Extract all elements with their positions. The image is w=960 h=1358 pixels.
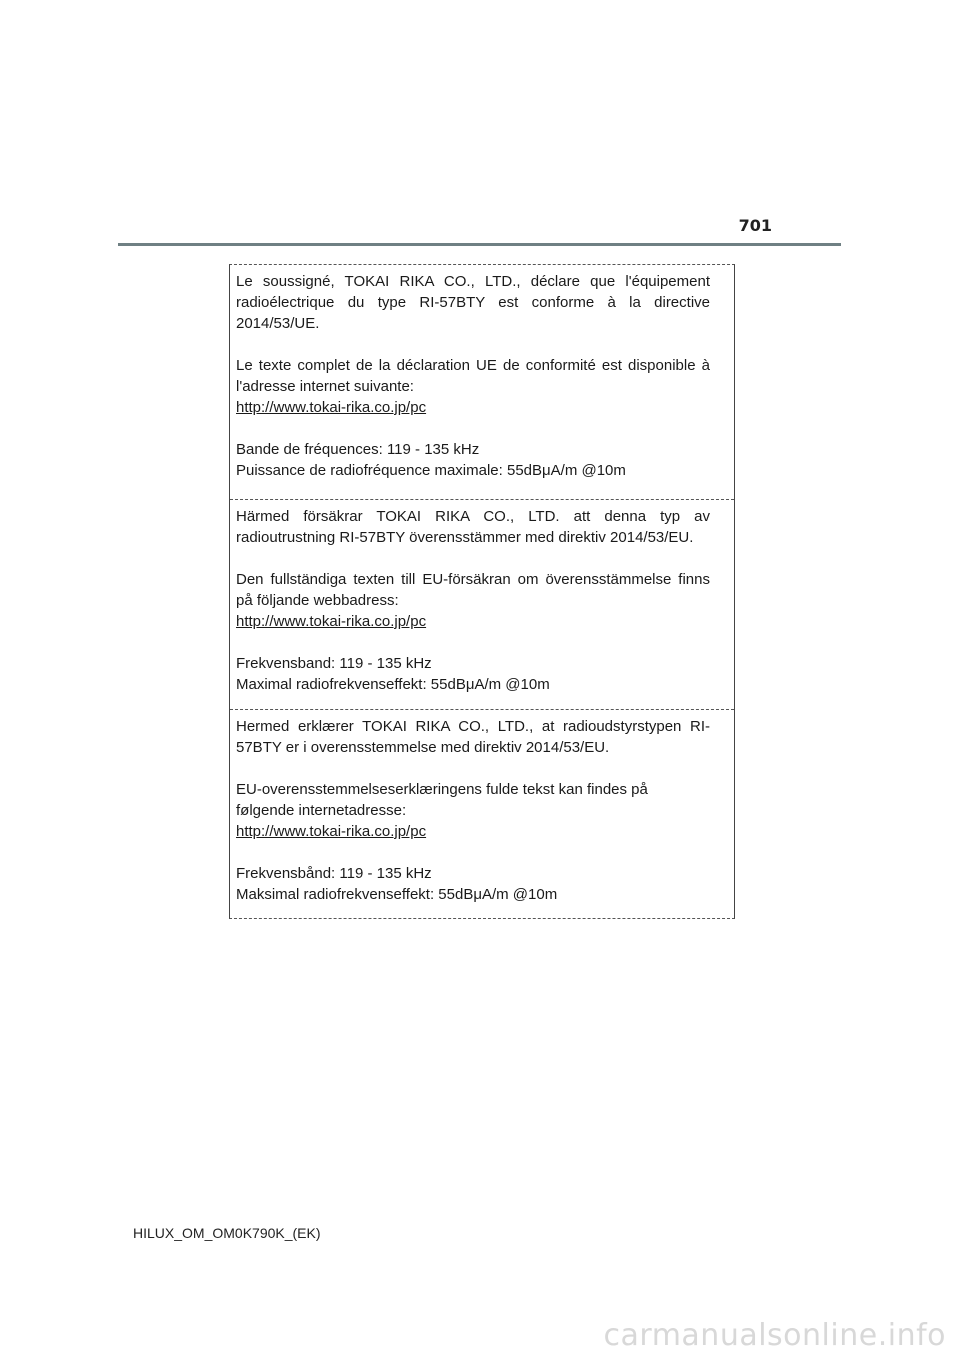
declaration-url-link[interactable]: http://www.tokai-rika.co.jp/pc (236, 399, 427, 416)
declaration-section-danish (230, 709, 734, 918)
fulltext-intro: EU-overensstemmelseserklæringens fulde tekst kan findes på følgende internetadresse: (236, 781, 648, 819)
frequency-band-text: Bande de fréquences: 119 - 135 kHz (236, 441, 480, 458)
watermark: carmanualsonline.info (603, 1318, 946, 1353)
max-power-text: Maximal radiofrekvenseffekt: 55dBμA/m @10m (236, 676, 550, 693)
header-rule (118, 243, 841, 246)
declaration-url-link[interactable]: http://www.tokai-rika.co.jp/pc (236, 613, 427, 630)
declaration-section-swedish (230, 499, 734, 709)
max-power-text: Maksimal radiofrekvenseffekt: 55dBμA/m @10m (236, 886, 558, 903)
declaration-text: Le soussigné, TOKAI RIKA CO., LTD., déclare que l'équipement radioélectrique du type RI-57BTY est conforme à la directive 2014/53/UE. (236, 273, 710, 332)
fulltext-intro: Le texte complet de la déclaration UE de conformité est disponible à l'adresse internet suivante: (236, 357, 710, 395)
fulltext-intro: Den fullständiga texten till EU-försäkran om överensstämmelse finns på följande webbadress: (236, 571, 710, 609)
frequency-band-text: Frekvensbånd: 119 - 135 kHz (236, 865, 432, 882)
declaration-box (229, 264, 735, 919)
declaration-url-link[interactable]: http://www.tokai-rika.co.jp/pc (236, 823, 427, 840)
frequency-band-text: Frekvensband: 119 - 135 kHz (236, 655, 432, 672)
document-code-footer: HILUX_OM_OM0K790K_(EK) (133, 1225, 321, 1241)
declaration-section-french (230, 265, 734, 499)
page-number: 701 (738, 216, 772, 235)
max-power-text: Puissance de radiofréquence maximale: 55dBμA/m @10m (236, 462, 626, 479)
declaration-text: Härmed försäkrar TOKAI RIKA CO., LTD. att denna typ av radioutrustning RI-57BTY överensstämmer med direktiv 2014/53/EU. (236, 508, 710, 546)
declaration-text: Hermed erklærer TOKAI RIKA CO., LTD., at radioudstyrstypen RI-57BTY er i overensstemmelse med direktiv 2014/53/EU. (236, 718, 710, 756)
